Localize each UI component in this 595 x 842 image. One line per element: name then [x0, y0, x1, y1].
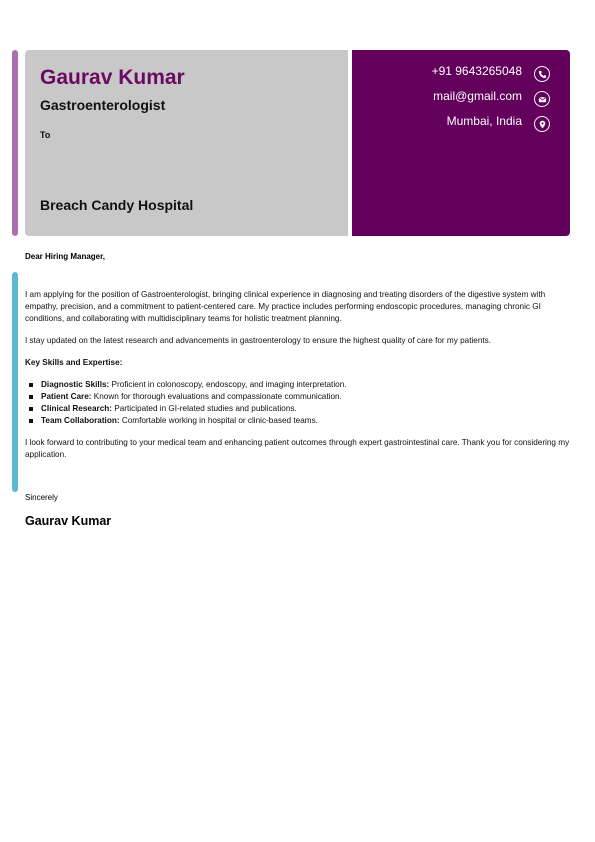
skill-item	[25, 403, 570, 415]
skill-text: Comfortable working in hospital or clinic-based teams.	[119, 416, 318, 425]
envelope-icon	[534, 91, 550, 107]
letter-closing: Sincerely	[25, 493, 58, 502]
signature-name: Gaurav Kumar	[25, 514, 112, 528]
email-address[interactable]: mail@gmail.com	[433, 89, 522, 103]
to-label: To	[40, 130, 51, 140]
body-paragraph-3: I look forward to contributing to your medical team and enhancing patient outcomes through expert gastrointestinal care. Thank you for considering my application.	[25, 438, 570, 459]
skills-list	[25, 379, 570, 427]
contact-panel	[352, 50, 570, 236]
body-accent-bar	[12, 272, 18, 492]
applicant-title: Gastroenterologist	[40, 97, 166, 113]
contact-email-row	[433, 91, 550, 107]
skill-label: Diagnostic Skills:	[41, 380, 110, 389]
contact-location-row	[447, 116, 550, 132]
skill-label: Patient Care:	[41, 392, 92, 401]
location-text: Mumbai, India	[446, 114, 522, 128]
recipient-name: Breach Candy Hospital	[40, 197, 194, 213]
skill-text: Proficient in colonoscopy, endoscopy, and imaging interpretation.	[109, 380, 347, 389]
body-paragraph-2: I stay updated on the latest research and advancements in gastroenterology to ensure the highest quality of care for my patients.	[25, 336, 492, 345]
skill-item	[25, 415, 570, 427]
skill-item	[25, 391, 570, 403]
location-pin-icon	[534, 116, 550, 132]
applicant-name: Gaurav Kumar	[40, 66, 185, 89]
phone-number[interactable]: +91 9643265048	[431, 64, 522, 78]
letter-greeting: Dear Hiring Manager,	[25, 252, 106, 261]
header-accent-bar	[12, 50, 18, 236]
skill-label: Team Collaboration:	[41, 416, 120, 425]
body-paragraph-1: I am applying for the position of Gastroenterologist, bringing clinical experience in diagnosing and treating disorders of the digestive system with empathy, precision, and a commitment to patient-centered care. My practice includes performing endoscopic procedures, managing chronic GI conditions, and collaborating with multidisciplinary teams for holistic treatment planning.	[25, 290, 546, 323]
skills-heading: Key Skills and Expertise:	[25, 358, 123, 367]
contact-phone-row	[432, 66, 550, 82]
skill-item	[25, 379, 570, 391]
skill-text: Participated in GI-related studies and publications.	[112, 404, 297, 413]
header-left-panel	[25, 50, 348, 236]
skill-text: Known for thorough evaluations and compassionate communication.	[91, 392, 342, 401]
letter-body	[25, 289, 570, 471]
skill-label: Clinical Research:	[41, 404, 112, 413]
phone-icon	[534, 66, 550, 82]
